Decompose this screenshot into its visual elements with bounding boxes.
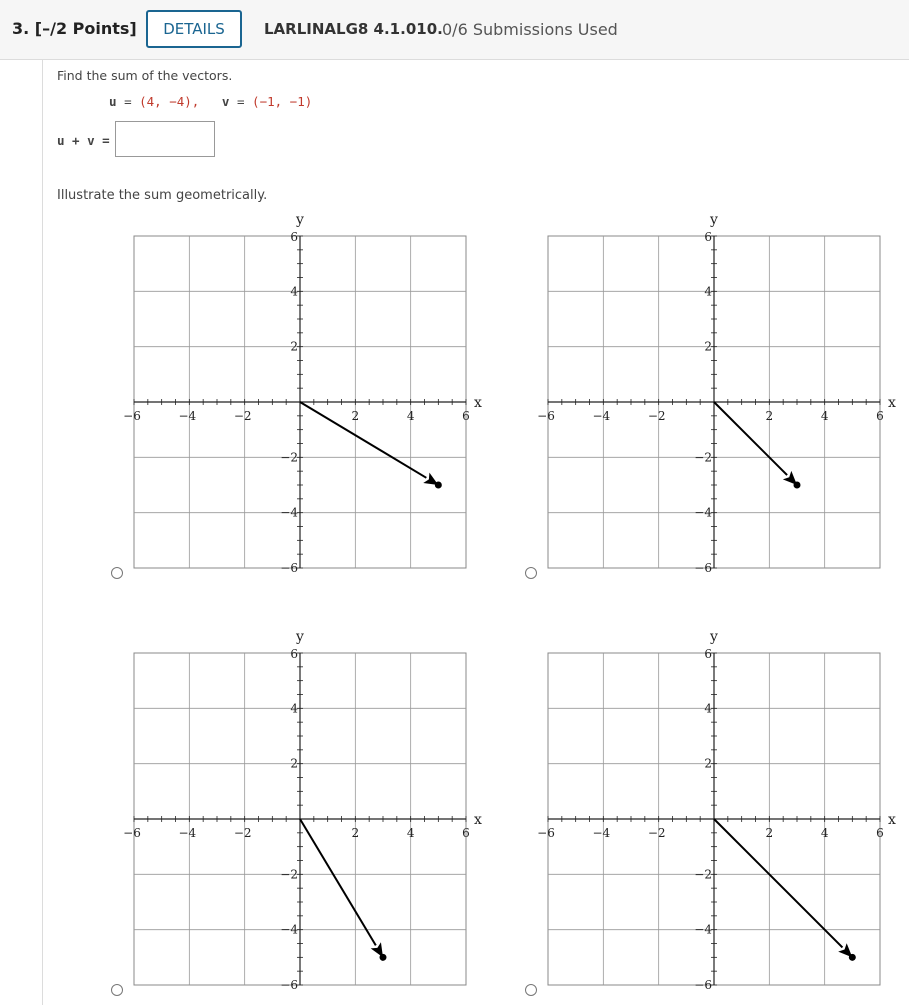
x-tick-label: −2 — [233, 826, 252, 840]
v-value: (−1, −1) — [252, 94, 313, 109]
y-tick-label: −2 — [694, 450, 712, 465]
vector-endpoint — [380, 954, 387, 961]
graph-option-2 — [537, 207, 908, 581]
y-axis-label: y — [296, 629, 304, 645]
x-axis-label: x — [474, 812, 482, 828]
illustrate-prompt: Illustrate the sum geometrically. — [57, 188, 268, 203]
y-tick-label: 4 — [290, 701, 298, 716]
y-tick-label: 2 — [704, 339, 712, 354]
y-tick-label: −6 — [694, 978, 712, 992]
graph-option-4 — [537, 624, 908, 998]
graph-4-svg — [537, 624, 908, 994]
x-tick-label: −6 — [537, 409, 555, 423]
y-tick-label: 4 — [704, 701, 712, 716]
problem-prompt: Find the sum of the vectors. — [57, 68, 233, 83]
vector-endpoint — [794, 482, 801, 489]
question-header — [0, 0, 909, 60]
book-reference: LARLINALG8 4.1.010. — [264, 20, 443, 38]
x-tick-label: 2 — [765, 409, 774, 423]
graph-3-svg — [123, 624, 494, 994]
y-tick-label: −2 — [280, 450, 298, 465]
x-tick-label: 2 — [351, 826, 360, 840]
graph-option-1 — [123, 207, 494, 581]
x-axis-label: x — [888, 395, 896, 411]
x-tick-label: 6 — [462, 826, 470, 840]
y-axis-label: y — [710, 629, 718, 645]
u-label: u — [109, 94, 117, 109]
submissions-used: 0/6 Submissions Used — [442, 20, 618, 39]
x-tick-label: −6 — [123, 826, 141, 840]
x-tick-label: 6 — [876, 409, 884, 423]
graph-1-svg — [123, 207, 494, 577]
graph-option-3 — [123, 624, 494, 998]
graph-option-4-radio[interactable] — [525, 984, 537, 996]
y-tick-label: −4 — [280, 922, 298, 937]
y-tick-label: −6 — [280, 561, 298, 575]
x-tick-label: −6 — [123, 409, 141, 423]
details-button[interactable]: DETAILS — [146, 10, 242, 48]
y-tick-label: 2 — [290, 756, 298, 771]
vector-definitions: u = (4, −4), v = (−1, −1) — [109, 94, 313, 109]
x-tick-label: 2 — [765, 826, 774, 840]
x-tick-label: 4 — [820, 826, 829, 840]
graph-option-2-radio[interactable] — [525, 567, 537, 579]
u-value: (4, −4), — [139, 94, 200, 109]
x-tick-label: −4 — [592, 409, 611, 423]
x-tick-label: −2 — [647, 826, 666, 840]
question-number-points: 3. [–/2 Points] — [12, 19, 137, 38]
x-axis-label: x — [474, 395, 482, 411]
y-tick-label: −2 — [280, 867, 298, 882]
y-axis-label: y — [710, 212, 718, 228]
y-tick-label: −4 — [694, 505, 712, 520]
v-label: v — [221, 94, 230, 109]
y-tick-label: −6 — [694, 561, 712, 575]
y-tick-label: 6 — [704, 647, 712, 661]
y-tick-label: −6 — [280, 978, 298, 992]
graph-2-svg — [537, 207, 908, 577]
x-tick-label: −6 — [537, 826, 555, 840]
x-tick-label: 6 — [462, 409, 470, 423]
sum-label: u + v = — [57, 133, 110, 148]
x-axis-label: x — [888, 812, 896, 828]
sum-answer-input[interactable] — [115, 121, 215, 157]
graph-option-3-radio[interactable] — [111, 984, 123, 996]
x-tick-label: 4 — [406, 409, 415, 423]
y-tick-label: 4 — [290, 284, 298, 299]
y-tick-label: 2 — [704, 756, 712, 771]
x-tick-label: −4 — [592, 826, 611, 840]
x-tick-label: −4 — [178, 409, 197, 423]
x-tick-label: −4 — [178, 826, 197, 840]
graph-option-1-radio[interactable] — [111, 567, 123, 579]
y-tick-label: −2 — [694, 867, 712, 882]
x-tick-label: 2 — [351, 409, 360, 423]
vector-endpoint — [849, 954, 856, 961]
x-tick-label: −2 — [647, 409, 666, 423]
y-tick-label: 6 — [290, 230, 298, 244]
y-axis-label: y — [296, 212, 304, 228]
y-tick-label: 6 — [704, 230, 712, 244]
y-tick-label: 2 — [290, 339, 298, 354]
y-tick-label: −4 — [694, 922, 712, 937]
x-tick-label: 4 — [820, 409, 829, 423]
left-divider — [42, 60, 43, 1005]
y-tick-label: 6 — [290, 647, 298, 661]
x-tick-label: 6 — [876, 826, 884, 840]
x-tick-label: 4 — [406, 826, 415, 840]
x-tick-label: −2 — [233, 409, 252, 423]
y-tick-label: −4 — [280, 505, 298, 520]
vector-endpoint — [435, 482, 442, 489]
y-tick-label: 4 — [704, 284, 712, 299]
